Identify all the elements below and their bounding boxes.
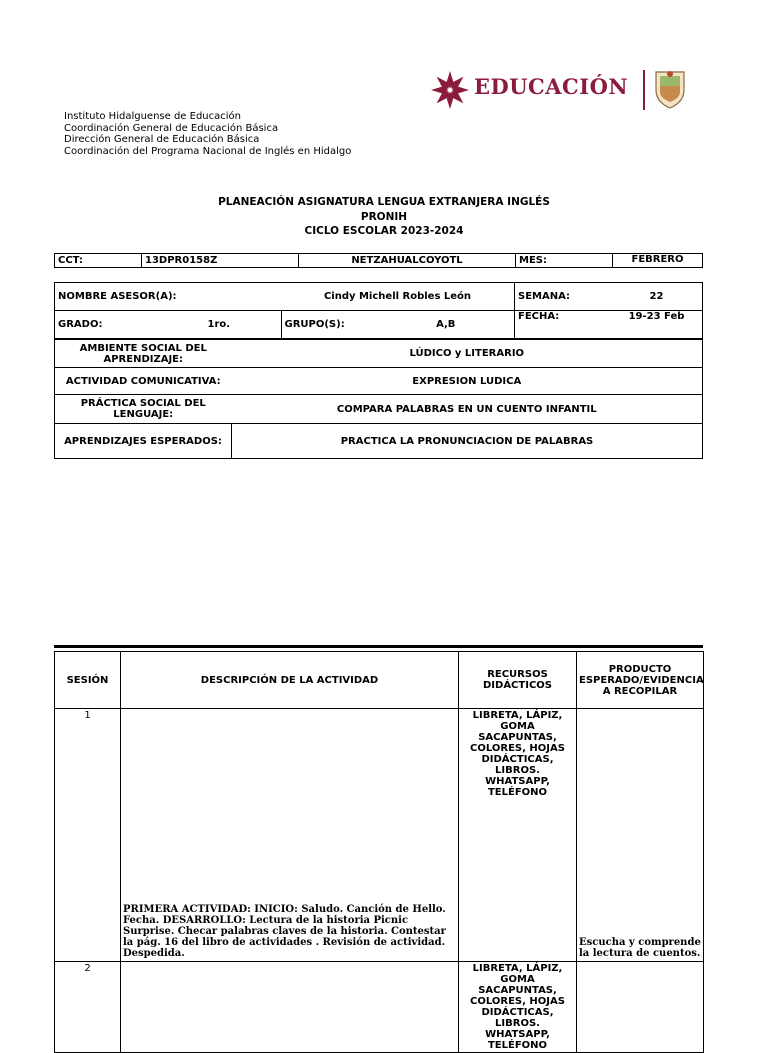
group-value: A,B	[378, 311, 515, 339]
activity-description	[121, 962, 459, 1053]
resources-cell: LIBRETA, LÁPIZ, GOMA SACAPUNTAS, COLORES, HOJAS DIDÁCTICAS, LIBROS. WHATSAPP, TELÉFONO	[459, 709, 577, 962]
social-practice-value: COMPARA PALABRAS EN UN CUENTO INFANTIL	[232, 395, 703, 424]
header-resources: RECURSOS DIDÁCTICOS	[459, 652, 577, 709]
grade-value: 1ro.	[157, 311, 281, 339]
grade-label: GRADO:	[55, 311, 158, 339]
product-cell	[577, 962, 704, 1053]
advisor-label: NOMBRE ASESOR(A):	[55, 283, 282, 311]
institution-line: Instituto Hidalguense de Educación	[64, 111, 241, 122]
advisor-name: Cindy Michell Robles León	[281, 283, 515, 311]
title-line: CICLO ESCOLAR 2023-2024	[304, 225, 464, 237]
title-line: PRONIH	[360, 210, 408, 223]
table-header-row	[55, 652, 704, 709]
expected-learning-value: PRACTICA LA PRONUNCIACION DE PALABRAS	[232, 424, 703, 459]
table-row	[55, 962, 704, 1053]
activity-description: PRIMERA ACTIVIDAD: INICIO: Saludo. Canción de Hello. Fecha. DESARROLLO: Lectura de la historia Picnic Surprise. Checar palabras claves de la historia. Contestar la pág. 16 del libro de actividades . Revisión de actividad. Despedida.	[121, 709, 459, 962]
curriculum-table	[54, 339, 703, 459]
communicative-activity-label: ACTIVIDAD COMUNICATIVA:	[55, 368, 232, 395]
section-divider	[54, 645, 703, 648]
month-label: MES:	[516, 254, 613, 268]
resources-cell: LIBRETA, LÁPIZ, GOMA SACAPUNTAS, COLORES, HOJAS DIDÁCTICAS, LIBROS. WHATSAPP, TELÉFONO	[459, 962, 577, 1053]
cct-table	[54, 253, 703, 268]
institution-line: Dirección General de Educación Básica	[64, 134, 260, 145]
institution-line: Coordinación General de Educación Básica	[64, 122, 279, 134]
school-name: NETZAHUALCOYOTL	[299, 254, 516, 268]
institution-line: Coordinación del Programa Nacional de Inglés en Hidalgo	[64, 145, 352, 157]
communicative-activity-value: EXPRESION LUDICA	[232, 368, 703, 395]
title-line: PLANEACIÓN ASIGNATURA LENGUA EXTRANJERA INGLÉS	[218, 196, 550, 208]
environment-value: LÚDICO y LITERARIO	[232, 340, 703, 368]
education-logo-text: EDUCACIÓN	[474, 74, 629, 99]
date-label: FECHA:	[515, 311, 612, 339]
product-cell: Escucha y comprende la lectura de cuentos.	[577, 709, 704, 962]
header-product: PRODUCTO ESPERADO/EVIDENCIA A RECOPILAR	[577, 652, 704, 709]
date-value: 19-23 Feb	[611, 311, 703, 339]
activities-table	[54, 651, 704, 1053]
group-label: GRUPO(S):	[281, 311, 378, 339]
advisor-table	[54, 282, 703, 339]
week-label: SEMANA:	[515, 283, 612, 311]
month-value: FEBRERO	[613, 254, 703, 268]
session-number: 2	[55, 962, 121, 1053]
table-row	[55, 709, 704, 962]
week-value: 22	[611, 283, 703, 311]
social-practice-label: PRÁCTICA SOCIAL DEL LENGUAJE:	[55, 395, 232, 424]
cct-label: CCT:	[55, 254, 142, 268]
expected-learning-label: APRENDIZAJES ESPERADOS:	[55, 424, 232, 459]
document-title	[0, 195, 768, 239]
institution-lines	[64, 111, 351, 157]
education-flower-logo-icon	[430, 70, 470, 110]
state-shield-icon	[652, 68, 688, 112]
environment-label: AMBIENTE SOCIAL DEL APRENDIZAJE:	[55, 340, 232, 368]
cct-value: 13DPR0158Z	[142, 254, 299, 268]
header-description: DESCRIPCIÓN DE LA ACTIVIDAD	[121, 652, 459, 709]
logo-divider	[643, 70, 645, 110]
header-session: SESIÓN	[55, 652, 121, 709]
session-number: 1	[55, 709, 121, 962]
